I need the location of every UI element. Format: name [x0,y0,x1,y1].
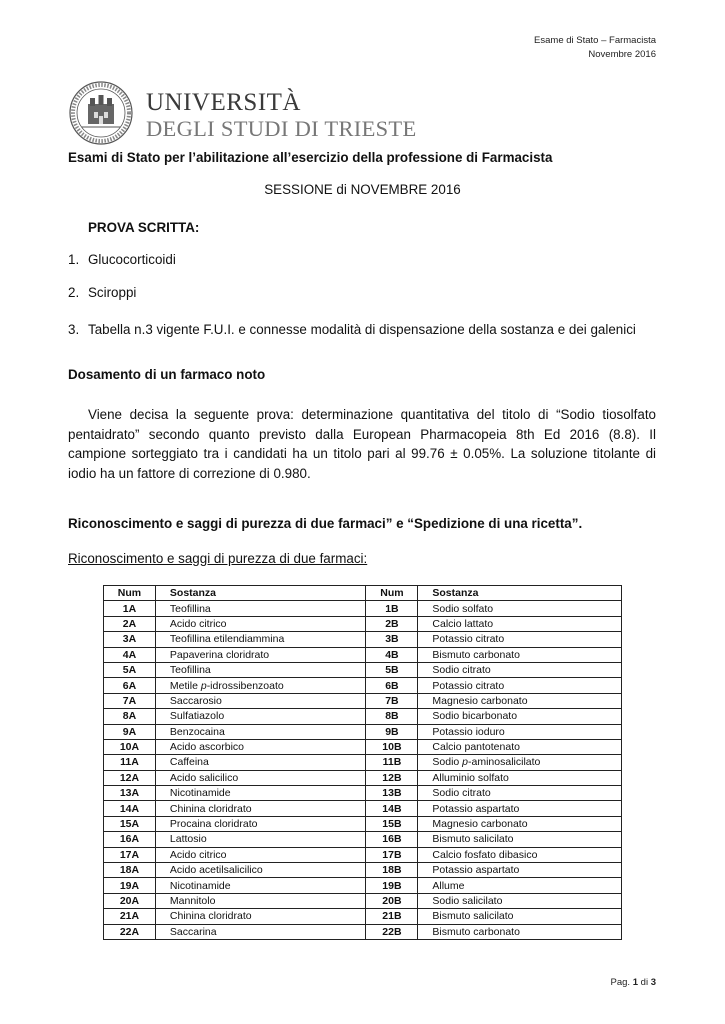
row-num-b: 4B [366,647,418,662]
row-num-a: 2A [104,616,156,631]
row-num-a: 21A [104,909,156,924]
prova-item-text: Glucocorticoidi [88,252,176,267]
prova-item-text: Sciroppi [88,285,137,300]
row-num-b: 20B [366,893,418,908]
row-num-b: 6B [366,678,418,693]
row-sostanza-b: Potassio aspartato [418,801,622,816]
row-num-a: 8A [104,709,156,724]
row-num-b: 2B [366,616,418,631]
table-row [104,863,622,878]
header-exam-label: Esame di Stato – Farmacista [534,35,656,46]
row-num-b: 3B [366,632,418,647]
row-sostanza-a: Sulfatiazolo [155,709,366,724]
row-num-b: 12B [366,770,418,785]
university-logo [68,80,417,146]
table-row [104,647,622,662]
logo-trieste-text: DEGLI STUDI DI TRIESTE [146,116,417,141]
footer-page-total: 3 [650,977,656,988]
row-sostanza-a: Mannitolo [155,893,366,908]
table-row [104,770,622,785]
row-num-b: 11B [366,755,418,770]
column-header-num-a: Num [104,586,156,601]
table-row [104,893,622,908]
row-num-b: 21B [366,909,418,924]
table-row [104,847,622,862]
row-sostanza-a: Acido acetilsalicilico [155,863,366,878]
row-num-b: 16B [366,832,418,847]
table-row [104,601,622,616]
table-row [104,724,622,739]
row-sostanza-a: Caffeina [155,755,366,770]
table-header-row [104,586,622,601]
row-sostanza-b: Bismuto carbonato [418,647,622,662]
row-sostanza-a: Teofillina [155,601,366,616]
table-row [104,678,622,693]
table-row [104,878,622,893]
row-num-a: 22A [104,924,156,939]
row-num-b: 5B [366,662,418,677]
row-num-a: 17A [104,847,156,862]
row-sostanza-a: Chinina cloridrato [155,801,366,816]
row-sostanza-b: Magnesio carbonato [418,693,622,708]
row-sostanza-a: Acido salicilico [155,770,366,785]
prova-item-number: 2. [68,285,80,300]
footer-prefix: Pag. [610,977,633,988]
row-num-a: 5A [104,662,156,677]
row-sostanza-b: Sodio citrato [418,662,622,677]
row-num-b: 22B [366,924,418,939]
prova-item [68,322,636,337]
row-num-b: 17B [366,847,418,862]
row-sostanza-b: Calcio lattato [418,616,622,631]
row-num-b: 9B [366,724,418,739]
row-num-a: 12A [104,770,156,785]
row-sostanza-b: Bismuto salicilato [418,832,622,847]
row-num-b: 1B [366,601,418,616]
row-num-b: 8B [366,709,418,724]
page-header [534,34,656,62]
table-row [104,801,622,816]
row-sostanza-a: Metile p-idrossibenzoato [155,678,366,693]
row-num-a: 1A [104,601,156,616]
row-sostanza-b: Bismuto salicilato [418,909,622,924]
table-row [104,786,622,801]
row-sostanza-b: Sodio citrato [418,786,622,801]
table-row [104,693,622,708]
row-num-a: 13A [104,786,156,801]
row-sostanza-a: Nicotinamide [155,786,366,801]
prova-item-number: 1. [68,252,80,267]
riconoscimento-title: Riconoscimento e saggi di purezza di due farmaci” e “Spedizione di una ricetta”. [68,516,583,531]
table-row [104,924,622,939]
row-sostanza-b: Sodio bicarbonato [418,709,622,724]
row-num-a: 16A [104,832,156,847]
row-num-b: 18B [366,863,418,878]
row-sostanza-b: Allume [418,878,622,893]
row-num-a: 4A [104,647,156,662]
table-row [104,755,622,770]
prova-item [68,252,176,267]
riconoscimento-subtitle: Riconoscimento e saggi di purezza di due farmaci: [68,551,368,566]
row-num-a: 18A [104,863,156,878]
row-num-a: 15A [104,816,156,831]
row-num-b: 13B [366,786,418,801]
column-header-sostanza-b: Sostanza [418,586,622,601]
row-num-a: 20A [104,893,156,908]
logo-university-text: UNIVERSITÀ [146,89,301,116]
table-body [104,601,622,940]
session-title: SESSIONE di NOVEMBRE 2016 [264,182,461,197]
page-footer [611,977,656,988]
row-sostanza-b: Calcio fosfato dibasico [418,847,622,862]
row-sostanza-a: Acido ascorbico [155,739,366,754]
prova-item [68,285,136,300]
row-sostanza-b: Sodio salicilato [418,893,622,908]
prova-scritta-label: PROVA SCRITTA: [88,220,200,235]
header-date-label: Novembre 2016 [588,49,656,60]
row-sostanza-a: Acido citrico [155,616,366,631]
table-row [104,632,622,647]
row-sostanza-a: Benzocaina [155,724,366,739]
column-header-sostanza-a: Sostanza [155,586,366,601]
row-sostanza-a: Papaverina cloridrato [155,647,366,662]
prova-item-text: Tabella n.3 vigente F.U.I. e connesse modalità di dispensazione della sostanza e dei galenici [88,322,636,337]
row-sostanza-a: Teofillina etilendiammina [155,632,366,647]
row-sostanza-b: Calcio pantotenato [418,739,622,754]
table-row [104,739,622,754]
row-sostanza-a: Acido citrico [155,847,366,862]
row-sostanza-a: Chinina cloridrato [155,909,366,924]
row-num-a: 11A [104,755,156,770]
row-sostanza-b: Sodio solfato [418,601,622,616]
row-num-b: 7B [366,693,418,708]
row-sostanza-b: Potassio citrato [418,678,622,693]
row-sostanza-a: Saccarosio [155,693,366,708]
row-sostanza-a: Teofillina [155,662,366,677]
row-num-b: 19B [366,878,418,893]
row-sostanza-b: Magnesio carbonato [418,816,622,831]
row-num-a: 19A [104,878,156,893]
row-sostanza-a: Procaina cloridrato [155,816,366,831]
row-num-b: 10B [366,739,418,754]
table-row [104,909,622,924]
row-sostanza-b: Potassio ioduro [418,724,622,739]
row-sostanza-b: Potassio aspartato [418,863,622,878]
row-num-a: 6A [104,678,156,693]
table-row [104,709,622,724]
dosamento-paragraph-text: Viene decisa la seguente prova: determinazione quantitativa del titolo di “Sodio tiosolfato pentaidrato” secondo quanto previsto dalla European Pharmacopeia 8th Ed 2016 (8.8). Il campione sorteggiato tra i candidati ha un titolo pari al 99.76 ± 0.05%. La soluzione titolante di iodio ha un fattore di correzione di 0.980. [68,407,656,481]
row-sostanza-a: Nicotinamide [155,878,366,893]
row-sostanza-a: Lattosio [155,832,366,847]
row-sostanza-a: Saccarina [155,924,366,939]
column-header-num-b: Num [366,586,418,601]
footer-page-number: 1 [632,977,639,988]
dosamento-paragraph [68,405,656,483]
table-row [104,816,622,831]
footer-middle: di [638,977,651,988]
row-num-a: 9A [104,724,156,739]
document-title: Esami di Stato per l’abilitazione all’esercizio della professione di Farmacista [68,150,553,165]
substances-table [103,585,622,940]
table-row [104,662,622,677]
row-sostanza-b: Alluminio solfato [418,770,622,785]
row-num-b: 14B [366,801,418,816]
dosamento-title: Dosamento di un farmaco noto [68,367,266,382]
table-row [104,832,622,847]
row-num-a: 14A [104,801,156,816]
row-num-b: 15B [366,816,418,831]
row-sostanza-b: Potassio citrato [418,632,622,647]
table-row [104,616,622,631]
row-sostanza-b: Bismuto carbonato [418,924,622,939]
row-num-a: 7A [104,693,156,708]
prova-item-number: 3. [68,322,80,337]
row-num-a: 10A [104,739,156,754]
row-sostanza-b: Sodio p-aminosalicilato [418,755,622,770]
row-num-a: 3A [104,632,156,647]
university-seal-icon [68,80,136,146]
